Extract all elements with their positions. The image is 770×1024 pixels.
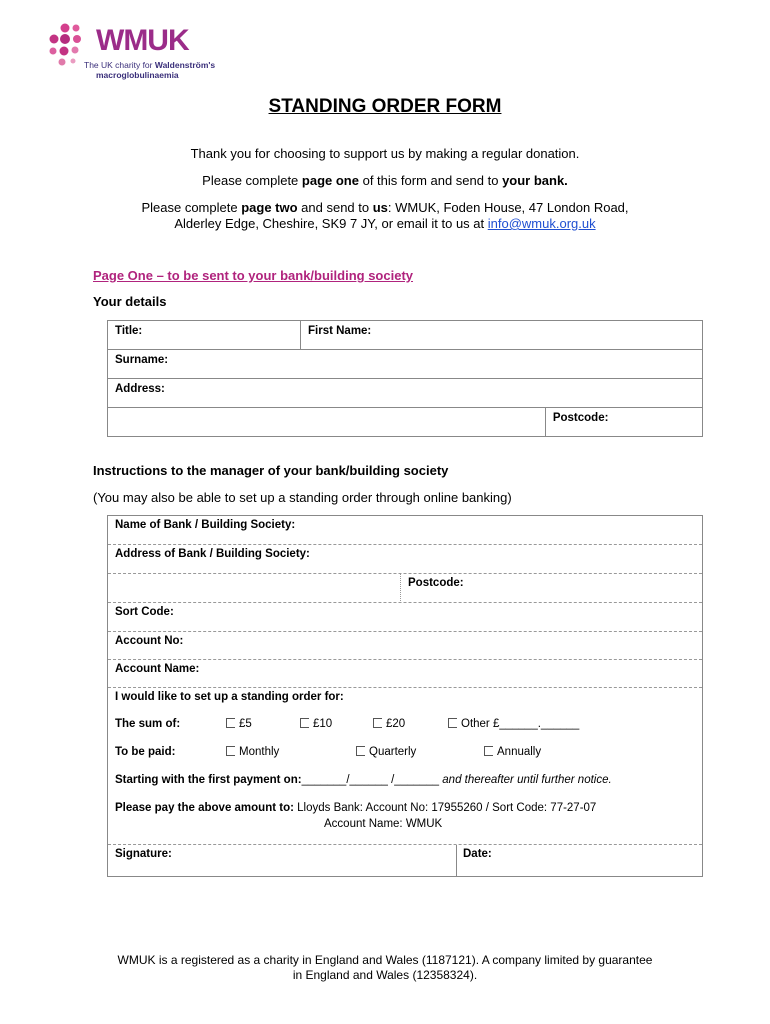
checkbox-icon xyxy=(484,746,493,756)
footer-note: WMUK is a registered as a charity in England and Wales (1187121). A company limited by guarantee in England and Wales (12358324). xyxy=(117,953,653,982)
your-details-table xyxy=(107,320,703,437)
sum-option-5[interactable]: £5 xyxy=(226,718,252,730)
title-field[interactable]: Title: xyxy=(108,321,301,350)
address-field-line-2[interactable] xyxy=(108,408,546,437)
sum-option-20[interactable]: £20 xyxy=(373,718,405,730)
intro-line-3: Please complete page two and send to us: WMUK, Foden House, 47 London Road, xyxy=(141,200,629,215)
checkbox-icon xyxy=(226,746,235,756)
bank-address-line-2[interactable] xyxy=(108,574,702,603)
bank-name-field[interactable]: Name of Bank / Building Society: xyxy=(108,516,702,545)
page-title: STANDING ORDER FORM xyxy=(268,96,502,117)
page-one-label: Page One – to be sent to your bank/building society xyxy=(93,268,413,283)
signature-field[interactable]: Signature: Date: xyxy=(115,848,492,860)
checkbox-icon xyxy=(226,718,235,728)
email-link[interactable]: info@wmuk.org.uk xyxy=(487,216,596,231)
standing-order-label: I would like to set up a standing order for: xyxy=(115,691,344,703)
checkbox-icon xyxy=(300,718,309,728)
first-name-field[interactable]: First Name: xyxy=(301,321,703,350)
sum-label: The sum of: xyxy=(115,718,181,730)
intro-line-1: Thank you for choosing to support us by making a regular donation. xyxy=(190,146,580,161)
postcode-field[interactable]: Postcode: xyxy=(545,408,702,437)
sum-option-10[interactable]: £10 xyxy=(300,718,332,730)
checkbox-icon xyxy=(448,718,457,728)
paid-option-annually[interactable]: Annually xyxy=(484,746,541,758)
intro-line-2: Please complete page one of this form and send to your bank. xyxy=(202,173,568,188)
intro-line-4: Alderley Edge, Cheshire, SK9 7 JY, or email it to us at info@wmuk.org.uk xyxy=(174,216,596,231)
logo-tagline: The UK charity for Waldenström's macroglobulinaemia xyxy=(84,60,216,80)
wmuk-logo xyxy=(48,22,248,84)
paid-option-monthly[interactable]: Monthly xyxy=(226,746,279,758)
pay-to-line: Please pay the above amount to: Lloyds Bank: Account No: 17955260 / Sort Code: 77-27-07 xyxy=(115,802,597,814)
account-name-field[interactable]: Account Name: xyxy=(108,660,702,688)
bank-instructions-heading: Instructions to the manager of your bank/building society xyxy=(93,463,449,478)
bank-address-field[interactable]: Address of Bank / Building Society: xyxy=(108,545,702,574)
online-banking-note: (You may also be able to set up a standing order through online banking) xyxy=(93,490,512,505)
account-no-field[interactable]: Account No: xyxy=(108,632,702,660)
logo-wordmark: WMUK xyxy=(96,24,189,57)
surname-field[interactable]: Surname: xyxy=(108,350,703,379)
paid-label: To be paid: xyxy=(115,746,176,758)
bank-details-box xyxy=(107,515,703,877)
paid-option-quarterly[interactable]: Quarterly xyxy=(356,746,416,758)
pay-to-account-name: Account Name: WMUK xyxy=(324,818,443,830)
bank-postcode-field[interactable]: Postcode: xyxy=(408,577,464,589)
checkbox-icon xyxy=(356,746,365,756)
address-field[interactable]: Address: xyxy=(108,379,703,408)
sum-option-other[interactable]: Other £______.______ xyxy=(448,718,579,730)
checkbox-icon xyxy=(373,718,382,728)
first-payment-line[interactable]: Starting with the first payment on:_______/______ /_______ and thereafter until further notice. xyxy=(115,774,612,786)
postcode-divider xyxy=(400,574,401,603)
your-details-heading: Your details xyxy=(93,294,167,309)
date-field[interactable]: Date: xyxy=(463,848,492,860)
standing-order-section xyxy=(108,688,702,845)
sort-code-field[interactable]: Sort Code: xyxy=(108,603,702,632)
signature-date-divider xyxy=(456,845,457,876)
